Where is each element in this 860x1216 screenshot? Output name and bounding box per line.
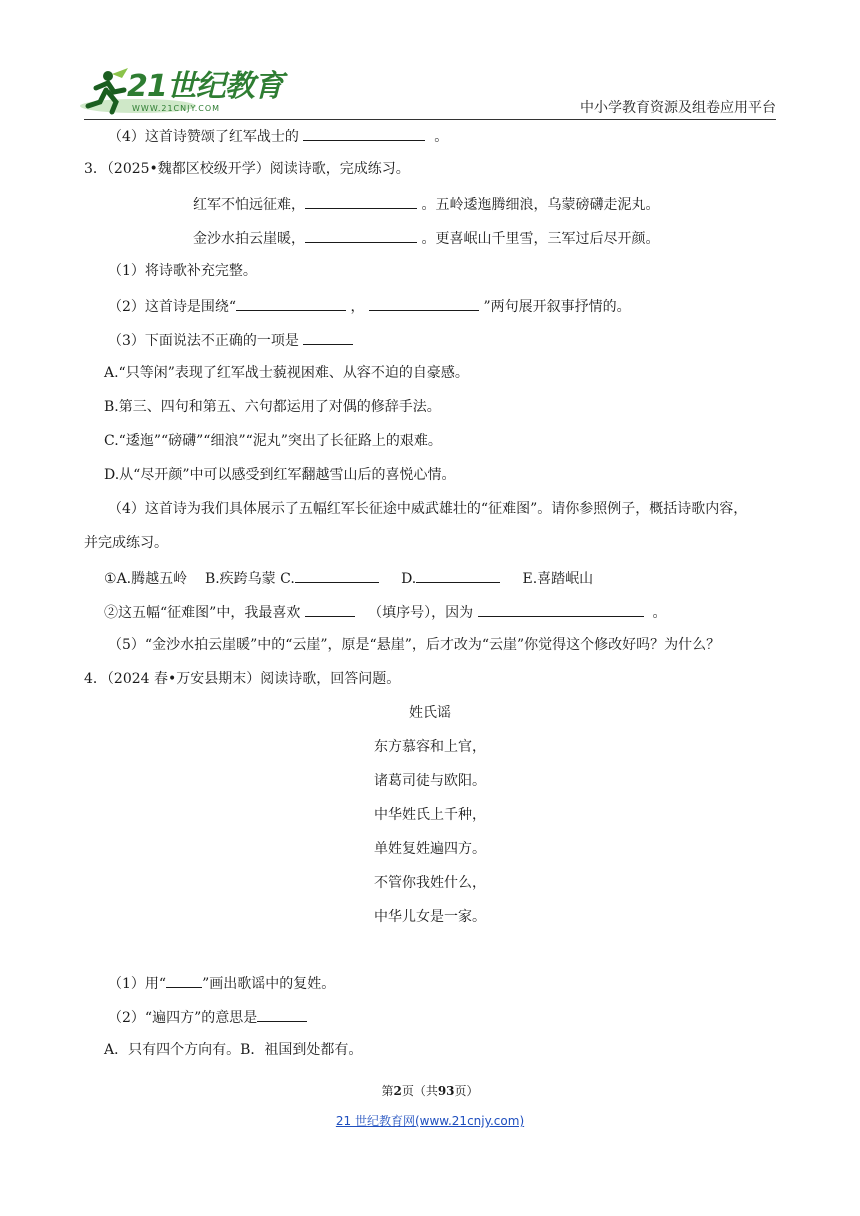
q3-option-a: A.“只等闲”表现了红军战士藐视困难、从容不迫的自豪感。: [104, 365, 469, 381]
answer-blank[interactable]: [305, 601, 355, 617]
q3-sub4-choices: ①A.腾越五岭 B.疾跨乌蒙 C. D. E.喜踏岷山: [104, 567, 593, 589]
answer-blank[interactable]: [478, 601, 644, 617]
q3-option-d: D.从“尽开颜”中可以感受到红军翻越雪山后的喜悦心情。: [104, 467, 456, 483]
poem-line: 不管你我姓什么，: [374, 875, 486, 891]
underline-sample: [166, 972, 202, 988]
poem-line: 单姓复姓遍四方。: [374, 841, 486, 857]
poem-line: 诸葛司徒与欧阳。: [374, 773, 486, 789]
answer-blank[interactable]: [369, 295, 479, 311]
poem-line: 中华儿女是一家。: [374, 909, 486, 925]
answer-blank[interactable]: [416, 567, 500, 583]
q3-sub4-line1: （4）这首诗为我们具体展示了五幅红军长征途中威武雄壮的“征难图”。请你参照例子，概括诗歌内容，: [108, 501, 748, 517]
q3-sub1: （1）将诗歌补充完整。: [108, 263, 257, 279]
poem-line: 东方慕容和上官，: [374, 739, 486, 755]
page-number: 第2页（共93页）: [381, 1084, 479, 1098]
q3-sub3: （3）下面说法不正确的一项是: [108, 329, 353, 351]
answer-blank[interactable]: [303, 125, 425, 141]
poem-line: 中华姓氏上千种，: [374, 807, 486, 823]
q3-option-c: C.“逶迤”“磅礴”“细浪”“泥丸”突出了长征路上的艰难。: [104, 433, 442, 449]
q2-sub4: （4）这首诗赞颂了红军战士的 。: [108, 125, 448, 147]
footer-link[interactable]: 21 世纪教育网(www.21cnjy.com): [335, 1114, 525, 1128]
logo-text: 21世纪教育: [127, 69, 283, 104]
platform-name: 中小学教育资源及组卷应用平台: [580, 100, 776, 116]
q3-poem-line1: 红军不怕远征难， 。五岭逶迤腾细浪，乌蒙磅礴走泥丸。: [193, 193, 659, 215]
footer-link-row: [0, 1112, 860, 1129]
q4-sub1: （1）用“ ”画出歌谣中的复姓。: [108, 972, 335, 994]
answer-blank[interactable]: [236, 295, 346, 311]
q3-sub5: （5）“金沙水拍云崖暖”中的“云崖”，原是“悬崖”，后才改为“云崖”你觉得这个修改好吗？为什么？: [108, 637, 721, 653]
q4-options: A．只有四个方向有。B．祖国到处都有。: [104, 1042, 363, 1058]
q3-title: 3．（2025•魏都区校级开学）阅读诗歌，完成练习。: [84, 161, 410, 177]
q4-title: 4．（2024 春•万安县期末）阅读诗歌，回答问题。: [84, 671, 401, 687]
answer-blank[interactable]: [305, 227, 417, 243]
header-divider: [84, 119, 776, 120]
q3-option-b: B.第三、四句和第五、六句都运用了对偶的修辞手法。: [104, 399, 441, 415]
q3-sub2: （2）这首诗是围绕“ ， ”两句展开叙事抒情的。: [108, 295, 631, 317]
answer-blank[interactable]: [257, 1006, 307, 1022]
answer-blank[interactable]: [303, 329, 353, 345]
logo-url: WWW.21CNJY.COM: [132, 104, 221, 113]
q3-sub4-favorite: ②这五幅“征难图”中，我最喜欢 （填序号），因为 。: [104, 601, 667, 623]
answer-blank[interactable]: [295, 567, 379, 583]
q3-poem-line2: 金沙水拍云崖暖， 。更喜岷山千里雪，三军过后尽开颜。: [193, 227, 659, 249]
q4-sub2: （2）“遍四方”的意思是: [108, 1006, 307, 1028]
q3-sub4-line2: 并完成练习。: [84, 535, 168, 551]
answer-blank[interactable]: [305, 193, 417, 209]
poem-title: 姓氏谣: [409, 705, 451, 721]
